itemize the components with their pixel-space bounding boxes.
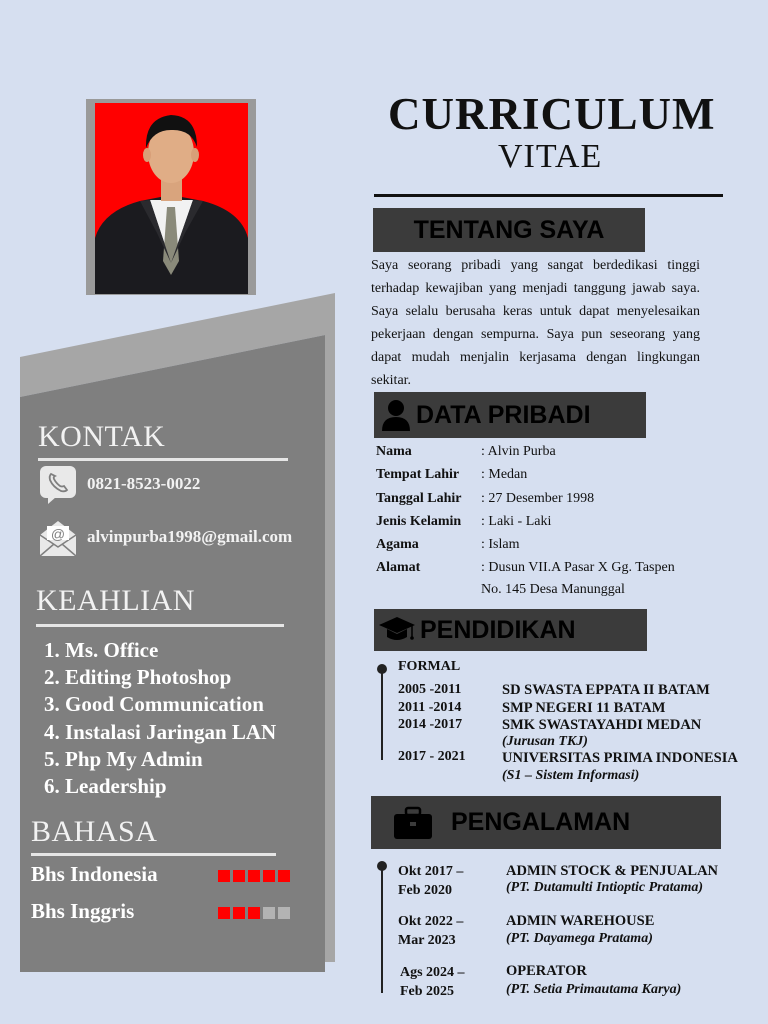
- personal-label: Nama: [376, 444, 412, 459]
- education-heading: PENDIDIKAN: [420, 615, 576, 644]
- language-level-indonesia: [218, 870, 290, 882]
- graduation-cap-icon: [374, 615, 420, 645]
- contact-divider: [38, 458, 288, 461]
- cv-title: CURRICULUM: [388, 89, 716, 139]
- email-address[interactable]: alvinpurba1998@gmail.com: [87, 527, 293, 546]
- level-dot-filled: [248, 907, 260, 919]
- about-text: Saya seorang pribadi yang sangat berdedikasi tinggi terhadap kewajiban yang menjadi tanggung jawab saya. Saya selalu berusaha keras untuk dapat menyelesaikan pekerjaan dengan sempurna. Saya pun seseorang yang dapat mudah menjalin kerjasama dengan lingkungan sekitar.: [371, 258, 700, 388]
- phone-icon: [40, 466, 76, 502]
- experience-heading: PENGALAMAN: [451, 808, 631, 836]
- level-dot-filled: [218, 870, 230, 882]
- education-school: SD SWASTA EPPATA II BATAM: [502, 682, 710, 698]
- skill-item: 3. Good Communication: [44, 692, 264, 717]
- personal-label: Agama: [376, 537, 419, 552]
- personal-value: : 27 Desember 1998: [481, 491, 595, 506]
- svg-text:@: @: [50, 526, 66, 542]
- education-subheading: FORMAL: [398, 659, 461, 674]
- person-icon: [376, 399, 416, 431]
- level-dot-filled: [233, 870, 245, 882]
- briefcase-icon: [375, 806, 451, 840]
- language-level-english: [218, 907, 290, 919]
- profile-photo: [95, 103, 248, 294]
- languages-divider: [31, 853, 276, 856]
- education-school: SMP NEGERI 11 BATAM: [502, 700, 666, 716]
- personal-value: : Alvin Purba: [481, 444, 556, 459]
- personal-value: : Laki - Laki: [481, 514, 552, 529]
- experience-date-end: Feb 2020: [398, 882, 453, 898]
- experience-date-start: Okt 2022 –: [398, 914, 464, 929]
- experience-title: ADMIN STOCK & PENJUALAN: [506, 863, 719, 879]
- experience-heading-bar: [371, 796, 721, 849]
- level-dot-filled: [263, 870, 275, 882]
- experience-date: [398, 913, 463, 950]
- skill-item: 2. Editing Photoshop: [44, 665, 232, 690]
- personal-value: : Islam: [481, 537, 520, 552]
- experience-company: (PT. Dayamega Pratama): [506, 931, 653, 946]
- experience-company: (PT. Setia Primautama Karya): [506, 982, 682, 997]
- education-note: (S1 – Sistem Informasi): [502, 768, 640, 783]
- level-dot-empty: [263, 907, 275, 919]
- education-school: UNIVERSITAS PRIMA INDONESIA: [502, 750, 738, 766]
- level-dot-filled: [248, 870, 260, 882]
- language-name: Bhs Inggris: [31, 899, 135, 923]
- title-divider: [374, 194, 723, 197]
- level-dot-filled: [218, 907, 230, 919]
- experience-date: [400, 964, 465, 1001]
- level-dot-filled: [278, 870, 290, 882]
- address-line2: No. 145 Desa Manunggal: [481, 582, 625, 597]
- experience-timeline: [381, 865, 383, 993]
- level-dot-empty: [278, 907, 290, 919]
- personal-heading-bar: [374, 392, 646, 438]
- experience-date-start: Okt 2017 –: [398, 864, 464, 879]
- email-icon: [38, 519, 74, 555]
- experience-title: ADMIN WAREHOUSE: [506, 913, 655, 929]
- about-heading-bar: [373, 208, 645, 252]
- skills-heading: KEAHLIAN: [36, 584, 195, 617]
- about-heading: TENTANG SAYA: [413, 215, 605, 244]
- skills-list: [44, 637, 276, 800]
- experience-title: OPERATOR: [506, 963, 587, 979]
- personal-label: Tanggal Lahir: [376, 491, 462, 506]
- level-dot-filled: [233, 907, 245, 919]
- education-school: SMK SWASTAYAHDI MEDAN: [502, 717, 702, 733]
- personal-label: Jenis Kelamin: [376, 514, 462, 529]
- skill-item: 4. Instalasi Jaringan LAN: [44, 719, 277, 744]
- personal-value: : Medan: [481, 467, 528, 482]
- personal-label: Tempat Lahir: [376, 467, 460, 482]
- education-years: 2005 -2011: [398, 682, 462, 697]
- personal-heading: DATA PRIBADI: [416, 400, 591, 429]
- cv-subtitle: VITAE: [498, 138, 603, 175]
- education-years: 2011 -2014: [398, 700, 462, 715]
- experience-date: [398, 863, 463, 900]
- skill-item: 5. Php My Admin: [44, 746, 203, 771]
- skills-divider: [36, 624, 284, 627]
- languages-heading: BAHASA: [31, 815, 158, 848]
- education-heading-bar: [374, 609, 647, 651]
- skill-item: 1. Ms. Office: [44, 638, 159, 662]
- experience-date-end: Mar 2023: [398, 932, 456, 948]
- personal-label: Alamat: [376, 560, 421, 575]
- skill-item: 6. Leadership: [44, 774, 167, 799]
- education-years: 2014 -2017: [398, 717, 463, 732]
- education-timeline: [381, 668, 383, 760]
- education-years: 2017 - 2021: [398, 749, 466, 764]
- contact-heading: KONTAK: [38, 420, 166, 453]
- education-note: (Jurusan TKJ): [502, 734, 588, 749]
- language-name: Bhs Indonesia: [31, 862, 158, 886]
- experience-company: (PT. Dutamulti Intioptic Pratama): [506, 880, 704, 895]
- personal-value: : Dusun VII.A Pasar X Gg. Taspen: [481, 560, 675, 575]
- experience-date-end: Feb 2025: [400, 983, 455, 999]
- phone-number[interactable]: 0821-8523-0022: [87, 474, 201, 493]
- experience-date-start: Ags 2024 –: [400, 965, 465, 980]
